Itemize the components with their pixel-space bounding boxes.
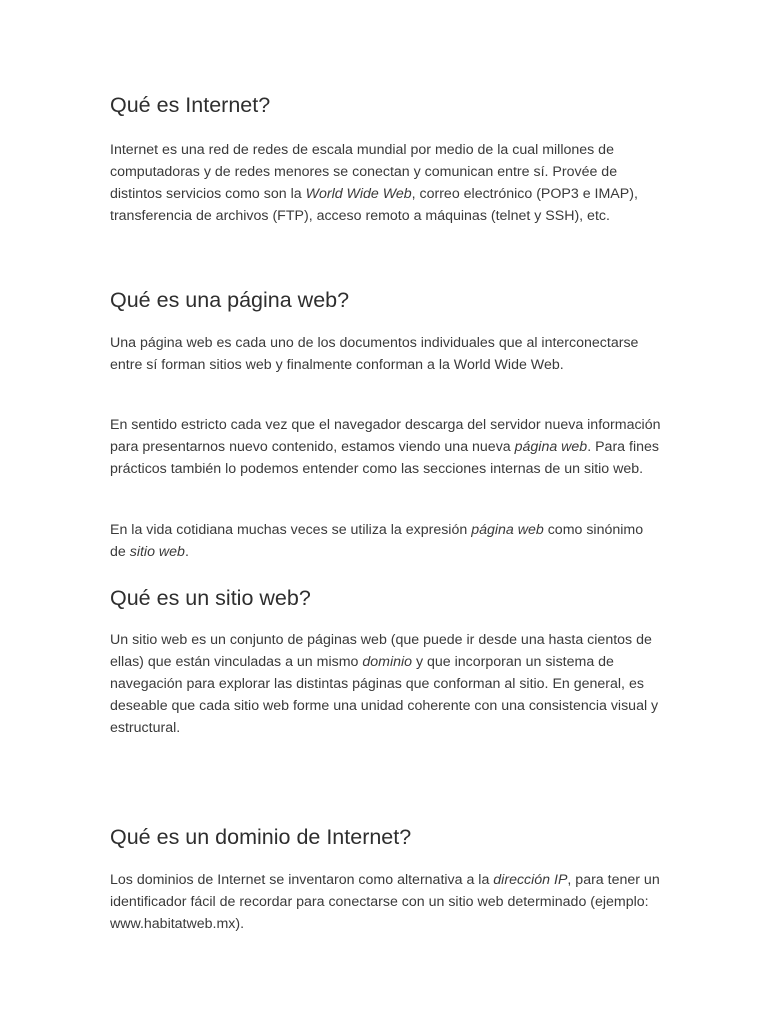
text-run: Una página web es cada uno de los documentos individuales que al interconectarse entre sí forman sitios web y finalmente conforman a la World Wide Web. — [110, 335, 639, 374]
paragraph-pagina-web-everyday — [110, 519, 662, 563]
text-run: , correo electrónico (POP3 e IMAP), transferencia de archivos (FTP), acceso remoto a máquinas (telnet y SSH), etc. — [110, 186, 638, 225]
text-run: y que incorporan un sistema de navegación para explorar las distintas páginas que conforman al sitio. En general, es deseable que cada sitio web forme una unidad coherente con una consistencia visual y estructural. — [110, 654, 659, 737]
paragraph-internet-definition — [110, 139, 662, 227]
text-run: En la vida cotidiana muchas veces se utiliza la expresión — [110, 522, 472, 538]
text-run: como sinónimo de — [110, 522, 644, 561]
text-run: . — [184, 544, 189, 561]
text-run-italic: página web — [514, 439, 588, 456]
text-run-italic: sitio web — [129, 544, 185, 561]
text-run-italic: World Wide Web — [305, 186, 412, 203]
text-run: , para tener un identificador fácil de recordar para conectarse con un sitio web determinado (ejemplo: www.habitatweb.mx). — [110, 872, 660, 933]
paragraph-dominio-definition — [110, 869, 662, 935]
paragraph-pagina-web-strict — [110, 414, 662, 480]
section-heading-pagina-web: Qué es una página web? — [110, 288, 350, 312]
paragraph-sitio-web-definition — [110, 629, 662, 739]
text-run: En sentido estricto cada vez que el navegador descarga del servidor nueva información para presentarnos nuevo contenido, estamos viendo una nueva — [110, 417, 661, 456]
text-run: Los dominios de Internet se inventaron como alternativa a la — [110, 872, 494, 888]
section-heading-dominio: Qué es un dominio de Internet? — [110, 825, 412, 849]
text-run-italic: página web — [471, 522, 544, 538]
paragraph-pagina-web-definition — [110, 332, 662, 376]
text-run: Un sitio web es un conjunto de páginas web (que puede ir desde una hasta cientos de ellas) que están vinculadas a un mismo — [110, 632, 652, 671]
section-heading-internet: Qué es Internet? — [110, 93, 271, 117]
text-run: Internet es una red de redes de escala mundial por medio de la cual millones de computadoras y de redes menores se conectan y comunican entre sí. Provée de distintos servicios como son la — [110, 142, 618, 203]
text-run-italic: dirección IP — [493, 872, 568, 888]
text-run-italic: dominio — [362, 654, 413, 671]
text-run: . Para fines prácticos también lo podemos entender como las secciones internas de un sitio web. — [110, 439, 659, 478]
section-heading-sitio-web: Qué es un sitio web? — [110, 586, 311, 610]
